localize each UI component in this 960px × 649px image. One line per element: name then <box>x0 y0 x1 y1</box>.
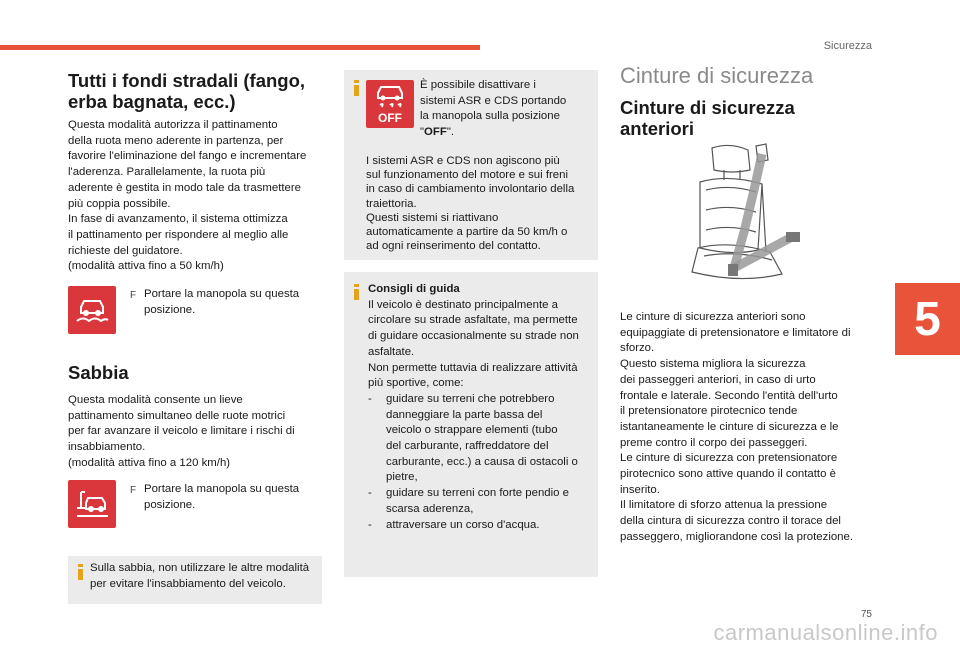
section-name: Sicurezza <box>823 40 872 52</box>
off-icon-label: OFF <box>378 111 402 125</box>
page-number: 75 <box>860 609 872 620</box>
sand-description: Questa modalità consente un lieve pattinamento simultaneo delle ruote motrici per far avanzare il veicolo e limitare i rischi di insabbiamento. (modalità attiva fino a 120 km/h) <box>68 394 295 469</box>
all-terrain-description: Questa modalità autorizza il pattinamento della ruota meno aderente in partenza, per favorire l'eliminazione del fango e incrementare l'aderenza. Parallelamente, la ruota più aderente è gestita in modo tale da trasmettere più coppia possibile. In fase di avanzamento, il sistema ottimizza il pattinamento per rispondere al meglio alle richieste del guidatore. (modalità attiva fino a 50 km/h) <box>68 119 307 273</box>
watermark: carmanualsonline.info <box>713 620 938 645</box>
info-icon <box>354 284 359 299</box>
list-item: - guidare su terreni che potrebbero danneggiare la parte bassa del veicolo o strappare elementi (tubo del carburante, raffreddatore del carburante, ecc.) a causa di ostacoli o pietre, <box>368 392 578 484</box>
seatbelts-title: Cinture di sicurezza <box>620 63 814 88</box>
sand-mode-icon <box>68 480 116 528</box>
driving-advice-title: Consigli di guida <box>368 283 460 295</box>
heading-sand: Sabbia <box>68 362 129 383</box>
sand-note-text: Sulla sabbia, non utilizzare le altre modalità per evitare l'insabbiamento del veicolo. <box>90 562 310 590</box>
driving-advice-box <box>344 272 598 577</box>
front-seatbelts-heading: Cinture di sicurezza anteriori <box>620 97 795 139</box>
mud-instruction-text: Portare la manopola su questa posizione. <box>144 288 300 316</box>
info-icon <box>78 564 83 579</box>
off-mode-icon <box>366 80 414 128</box>
sand-note-box <box>68 556 322 604</box>
list-item: - attraversare un corso d'acqua. <box>368 518 540 531</box>
off-intro-text: È possibile disattivare i sistemi ASR e CDS portando la manopola sulla posizione "OFF". <box>420 79 567 139</box>
list-item: - guidare su terreni con forte pendio e scarsa aderenza, <box>368 487 570 515</box>
heading-all-terrain: Tutti i fondi stradali (fango, erba bagnata, ecc.) <box>68 70 306 112</box>
info-icon <box>354 80 359 95</box>
off-bold-label: OFF <box>424 126 447 139</box>
driving-advice-list <box>368 392 594 533</box>
chapter-tab: 5 <box>895 283 960 355</box>
off-info-box <box>344 70 598 260</box>
mud-mode-icon <box>68 286 116 334</box>
header-accent-bar <box>0 45 480 50</box>
off-description: I sistemi ASR e CDS non agiscono più sul funzionamento del motore e sui freni in caso di cambiamento involontario della traiettoria. Questi sistemi si riattivano automaticamente a partire da 50 km/h o ad ogni reinserimento del contatto. <box>366 155 575 253</box>
sand-instruction <box>130 482 330 513</box>
seatbelts-description: Le cinture di sicurezza anteriori sono equipaggiate di pretensionatore e limitatore di sforzo. Questo sistema migliora la sicurezza dei passeggeri anteriori, in caso di urto frontale e laterale. Secondo l'entità dell'urto il pretensionatore pirotecnico tende istantaneamente le cinture di sicurezza e le preme contro il corpo dei passeggeri. Le cinture di sicurezza con pretensionatore pirotecnico sono attive quando il contatto è inserito. Il limitatore di sforzo attenua la pressione della cintura di sicurezza contro il torace del passeggero, migliorandone così la protezione. <box>620 311 854 543</box>
bullet-symbol: F <box>130 485 137 496</box>
driving-advice-text: Il veicolo è destinato principalmente a circolare su strade asfaltate, ma permette di guidare occasionalmente su strade non asfaltate. Non permette tuttavia di realizzare attività più sportive, come: <box>368 298 579 390</box>
sand-instruction-text: Portare la manopola su questa posizione. <box>144 483 300 511</box>
mud-instruction <box>130 287 330 318</box>
bullet-symbol: F <box>130 290 137 301</box>
seatbelt-illustration <box>670 140 840 300</box>
